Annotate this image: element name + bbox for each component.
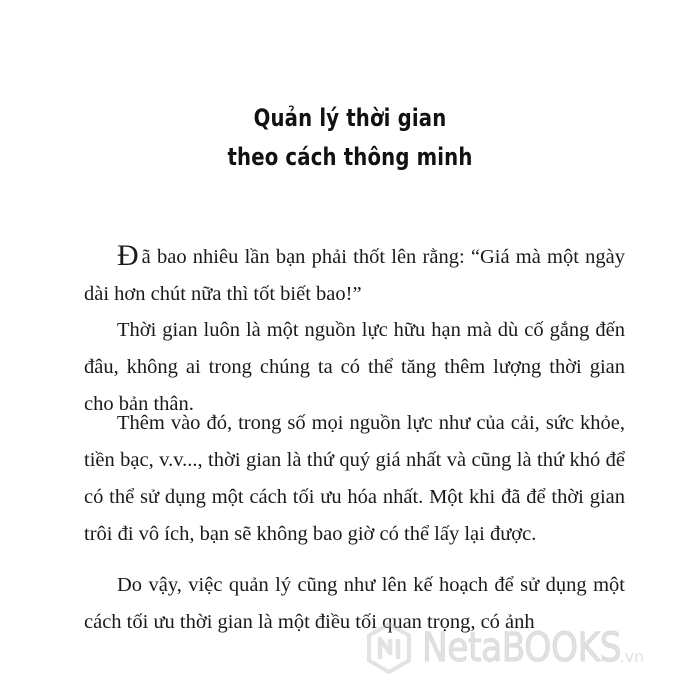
paragraph-1 [84,239,625,313]
chapter-title-line-2: theo cách thông minh [227,143,473,171]
chapter-title-line-1: Quản lý thời gian [253,104,447,132]
paragraph-3-text: Thêm vào đó, trong số mọi nguồn lực như của cải, sức khỏe, tiền bạc, v.v..., thời gian là thứ quý giá nhất và cũng là thứ khó để có thể sử dụng một cách tối ưu hóa nhất. Một khi đã để thời gian trôi đi vô ích, bạn sẽ không bao giờ có thể lấy lại được. [84,412,625,545]
paragraph-2-text: Thời gian luôn là một nguồn lực hữu hạn mà dù cố gắng đến đâu, không ai trong chúng ta có thể tăng thêm lượng thời gian cho bản thân. [84,319,625,415]
watermark-brand-text: NetaBOOKS [422,625,622,671]
paragraph-4-text: Do vậy, việc quản lý cũng như lên kế hoạch để sử dụng một cách tối ưu thời gian là một điều tối quan trọng, có ảnh [84,574,625,633]
netabooks-watermark [366,618,644,678]
netabooks-logo-icon [366,622,412,674]
watermark-tld-text: .vn [619,646,645,666]
paragraph-1-text: ã bao nhiêu lần bạn phải thốt lên rằng: “Giá mà một ngày dài hơn chút nữa thì tốt biết bao!” [84,246,625,305]
drop-cap-letter: Đ [117,239,139,272]
paragraph-3 [84,405,625,553]
